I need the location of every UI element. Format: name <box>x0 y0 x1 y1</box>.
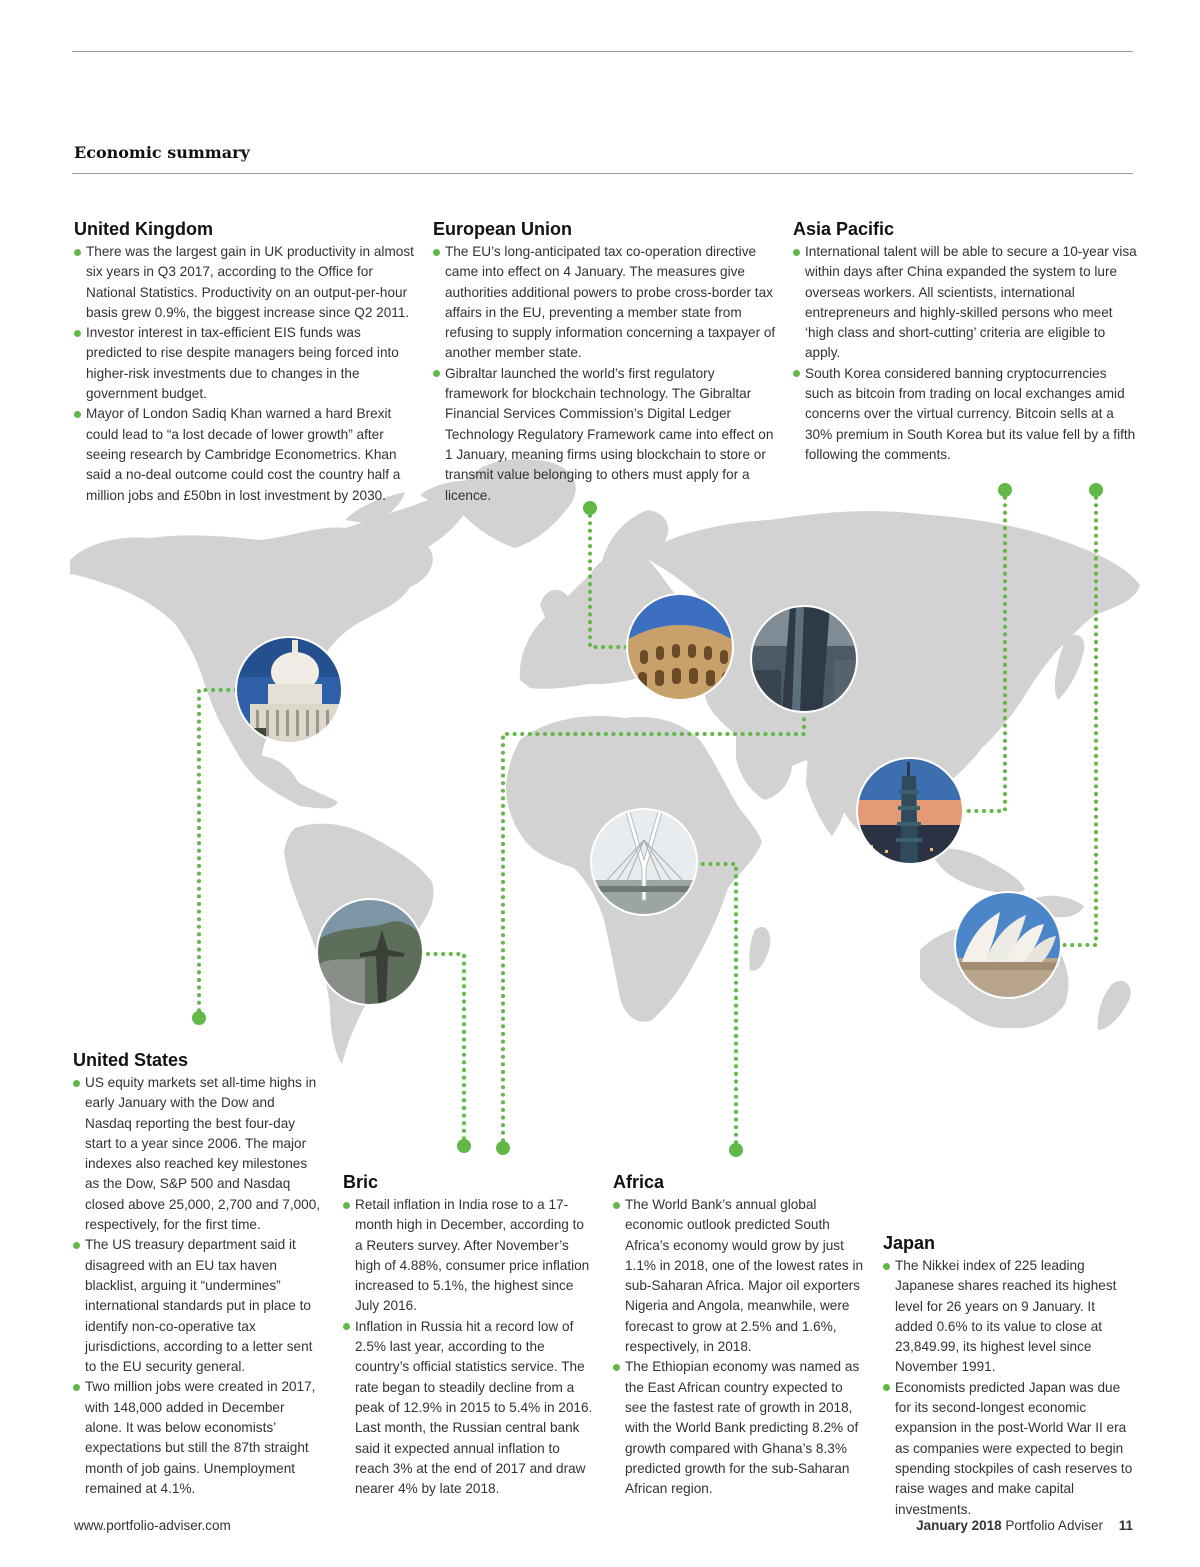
bullet-item: Gibraltar launched the world’s first regulatory framework for blockchain technology. The Gibraltar Financial Services Commission’s Digital Ledger Technology Regulatory Framework came into effect on 1 January, meaning firms using blockchain to store or transmit value belonging to others must apply for a licence. <box>433 364 778 506</box>
footer-date: January 2018 <box>916 1518 1002 1533</box>
region-japan <box>883 1232 1135 1520</box>
region-title: United States <box>73 1050 189 1070</box>
new-zealand <box>1098 981 1131 1030</box>
us-dot <box>192 1011 206 1025</box>
japan-dot <box>1089 483 1103 497</box>
region-title: European Union <box>433 219 572 239</box>
region-eu <box>433 218 778 506</box>
bullet-item: Mayor of London Sadiq Khan warned a hard Brexit could lead to “a lost decade of lower growth” after seeing research by Cambridge Econometrics. Khan said a no-deal outcome could cost the country half a million jobs and £50bn in lost investment by 2030. <box>74 404 419 505</box>
bullet-list <box>433 242 778 506</box>
bullet-item: The Nikkei index of 225 leading Japanese shares reached its highest level for 26 years on 9 January. It added 0.6% to its value to close at 23,849.99, its highest level since November 1991. <box>883 1256 1135 1378</box>
region-title: Asia Pacific <box>793 219 895 239</box>
region-title: United Kingdom <box>74 219 213 239</box>
region-title: Bric <box>343 1172 379 1192</box>
bric-connector-brazil <box>424 954 464 1146</box>
bullet-item: The US treasury department said it disagreed with an EU tax haven blacklist, arguing it “undermines” international standards put in place to identify non-co-operative tax jurisdictions, according to a letter sent to the EU security general. <box>73 1235 325 1377</box>
region-uk <box>74 218 419 506</box>
bullet-item: The Ethiopian economy was named as the East African country expected to see the fastest rate of growth in 2018, with the World Bank predicting 8.2% of growth compared with Ghana’s 8.3% predicted growth for the sub-Saharan African region. <box>613 1357 865 1499</box>
bullet-item: Economists predicted Japan was due for its second-longest economic expansion in the post-World War II era as companies were expected to begin spending stockpiles of cash reserves to raise wages and make capital investments. <box>883 1378 1135 1520</box>
footer-folio <box>916 1518 1133 1533</box>
bullet-item: Investor interest in tax-efficient EIS funds was predicted to rise despite managers being forced into higher-risk investments due to changes in the government budget. <box>74 323 419 404</box>
bullet-item: US equity markets set all-time highs in early January with the Dow and Nasdaq reporting the best four-day start to a year since 2006. The major indexes also reached key milestones as the Dow, S&P 500 and Nasdaq closed above 25,000, 2,700 and 7,000, respectively, for the first time. <box>73 1073 325 1235</box>
madagascar <box>749 927 770 971</box>
bullet-list <box>74 242 419 506</box>
bric-russia-dot <box>496 1141 510 1155</box>
bric-brazil-dot <box>457 1139 471 1153</box>
region-us <box>73 1049 325 1499</box>
section-title: Economic summary <box>74 143 250 162</box>
bullet-item: The EU’s long-anticipated tax co-operation directive came into effect on 4 January. The measures give authorities additional powers to probe cross-border tax affairs in the EU, preventing a member state from refusing to supply information concerning a taxpayer of another member state. <box>433 242 778 364</box>
bullet-item: The World Bank’s annual global economic outlook predicted South Africa’s economy would grow by just 1.1% in 2018, one of the lowest rates in sub-Saharan Africa. Major oil exporters Nigeria and Angola, meanwhile, were forecast to grow at 2.5% and 1.6%, respectively, in 2018. <box>613 1195 865 1357</box>
region-asia-pacific <box>793 218 1138 465</box>
region-title: Japan <box>883 1233 936 1253</box>
africa-dot <box>729 1143 743 1157</box>
region-title: Africa <box>613 1172 665 1192</box>
page-number: 11 <box>1118 1518 1133 1533</box>
bullet-item: There was the largest gain in UK productivity in almost six years in Q3 2017, according to the Office for National Statistics. Productivity on an output-per-hour basis grew 0.9%, the biggest increase since Q2 2011. <box>74 242 419 323</box>
bullet-item: Retail inflation in India rose to a 17-month high in December, according to a Reuters survey. After November’s high of 4.88%, consumer price inflation increased to 5.1%, the highest since July 2016. <box>343 1195 595 1317</box>
bullet-item: South Korea considered banning cryptocurrencies such as bitcoin from trading on local exchanges amid concerns over the virtual currency. Bitcoin sells at a 30% premium in South Korea but its value fell by a fifth following the comments. <box>793 364 1138 465</box>
footer-publication: Portfolio Adviser <box>1005 1518 1103 1533</box>
region-africa <box>613 1171 865 1499</box>
bullet-item: Inflation in Russia hit a record low of 2.5% last year, according to the country’s official statistics service. The rate began to steadily decline from a peak of 12.9% in 2015 to 5.4% in 2016. Last month, the Russian central bank said it expected annual inflation to reach 3% at the end of 2017 and draw nearer 4% by late 2018. <box>343 1317 595 1500</box>
bullet-list <box>73 1073 325 1499</box>
region-bric <box>343 1171 595 1499</box>
asia-dot <box>998 483 1012 497</box>
bullet-list <box>793 242 1138 465</box>
bullet-list <box>613 1195 865 1499</box>
bullet-list <box>343 1195 595 1499</box>
southeast-asia <box>930 848 1025 893</box>
footer-url[interactable]: www.portfolio-adviser.com <box>74 1518 231 1533</box>
bullet-item: Two million jobs were created in 2017, with 148,000 added in December alone. It was below economists’ expectations but still the 87th straight month of job gains. Unemployment remained at 4.1%. <box>73 1377 325 1499</box>
bullet-list <box>883 1256 1135 1520</box>
bullet-item: International talent will be able to secure a 10-year visa within days after China expanded the system to lure overseas workers. All scientists, international entrepreneurs and highly-skilled persons who meet ‘high class and short-cutting’ criteria are eligible to apply. <box>793 242 1138 364</box>
india <box>806 751 852 836</box>
